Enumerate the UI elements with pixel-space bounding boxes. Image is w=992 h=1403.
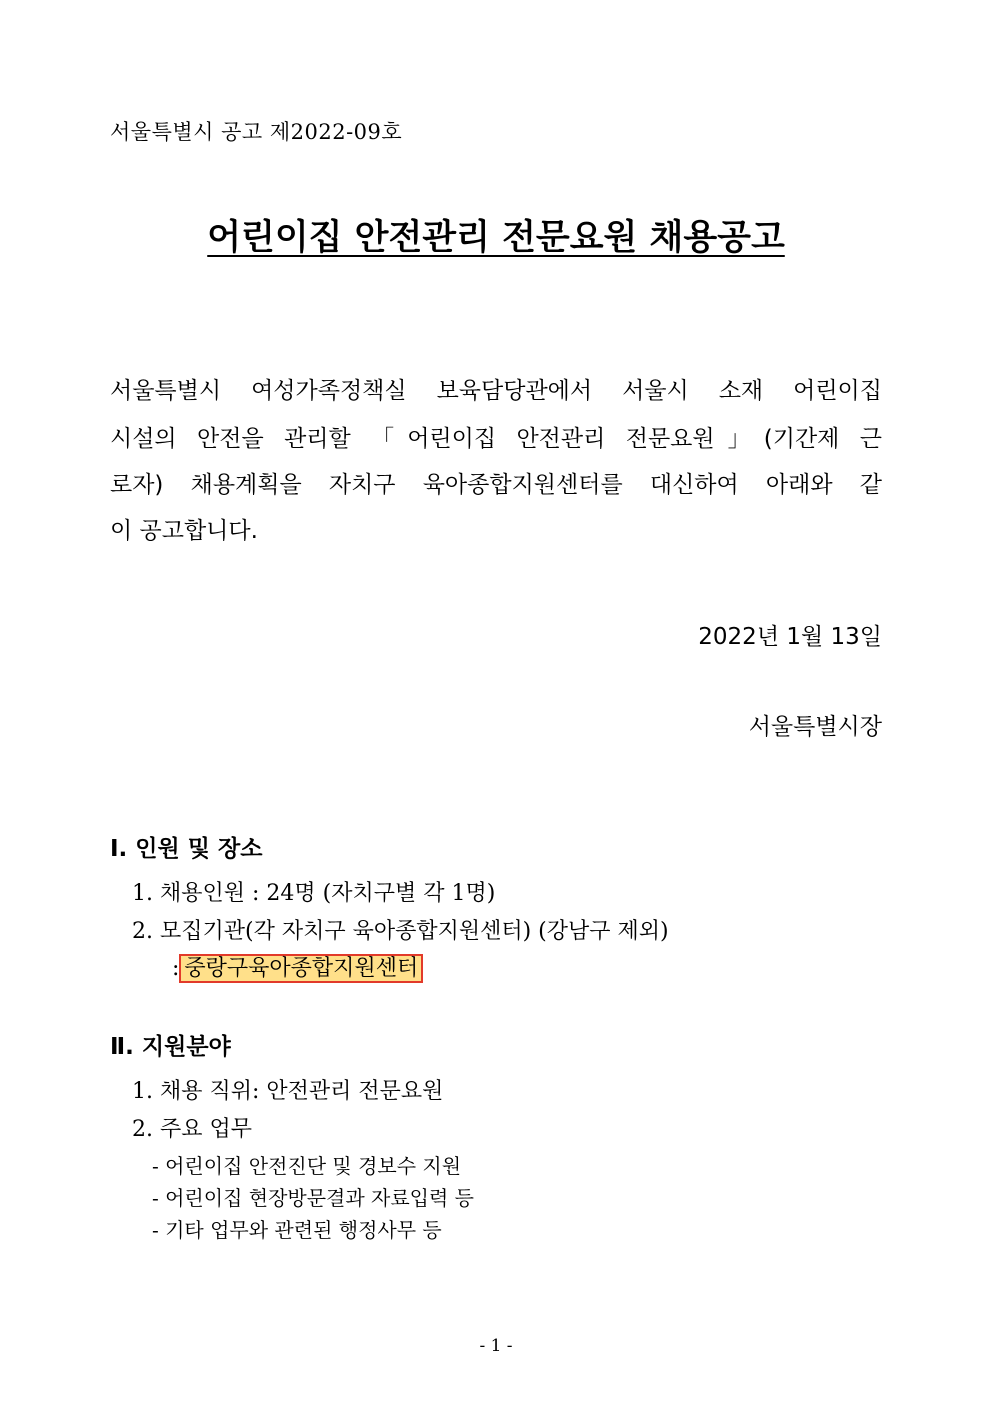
list-item: 1. 채용인원 : 24명 (자치구별 각 1명): [132, 881, 496, 906]
duty-item: - 어린이집 현장방문결과 자료입력 등: [152, 1186, 474, 1210]
notice-number: 서울특별시 공고 제2022-09호: [110, 120, 403, 144]
intro-line: 시설의 안전을 관리할 「어린이집 안전관리 전문요원」(기간제 근: [110, 426, 882, 452]
intro-line: 이 공고합니다.: [110, 518, 258, 544]
section-heading-personnel: Ⅰ. 인원 및 장소: [110, 836, 263, 862]
intro-line: 서울특별시 여성가족정책실 보육담당관에서 서울시 소재 어린이집: [110, 378, 882, 404]
recruiting-center: [172, 954, 423, 983]
announcement-date: 2022년 1월 13일: [698, 624, 882, 650]
highlighted-center-name: 중랑구육아종합지원센터: [179, 954, 423, 983]
duty-item: - 어린이집 안전진단 및 경보수 지원: [152, 1154, 462, 1178]
list-item: 1. 채용 직위: 안전관리 전문요원: [132, 1079, 444, 1104]
intro-line: 로자) 채용계획을 자치구 육아종합지원센터를 대신하여 아래와 같: [110, 472, 882, 498]
location-prefix: :: [172, 956, 180, 981]
page-title: [0, 210, 992, 260]
issuer-name: 서울특별시장: [748, 714, 882, 740]
page-title-text: 어린이집 안전관리 전문요원 채용공고: [207, 218, 785, 258]
section-heading-field: Ⅱ. 지원분야: [110, 1034, 231, 1060]
list-item: 2. 주요 업무: [132, 1117, 252, 1142]
duty-item: - 기타 업무와 관련된 행정사무 등: [152, 1218, 442, 1242]
list-item: 2. 모집기관(각 자치구 육아종합지원센터) (강남구 제외): [132, 919, 669, 944]
page-number: - 1 -: [479, 1336, 513, 1356]
